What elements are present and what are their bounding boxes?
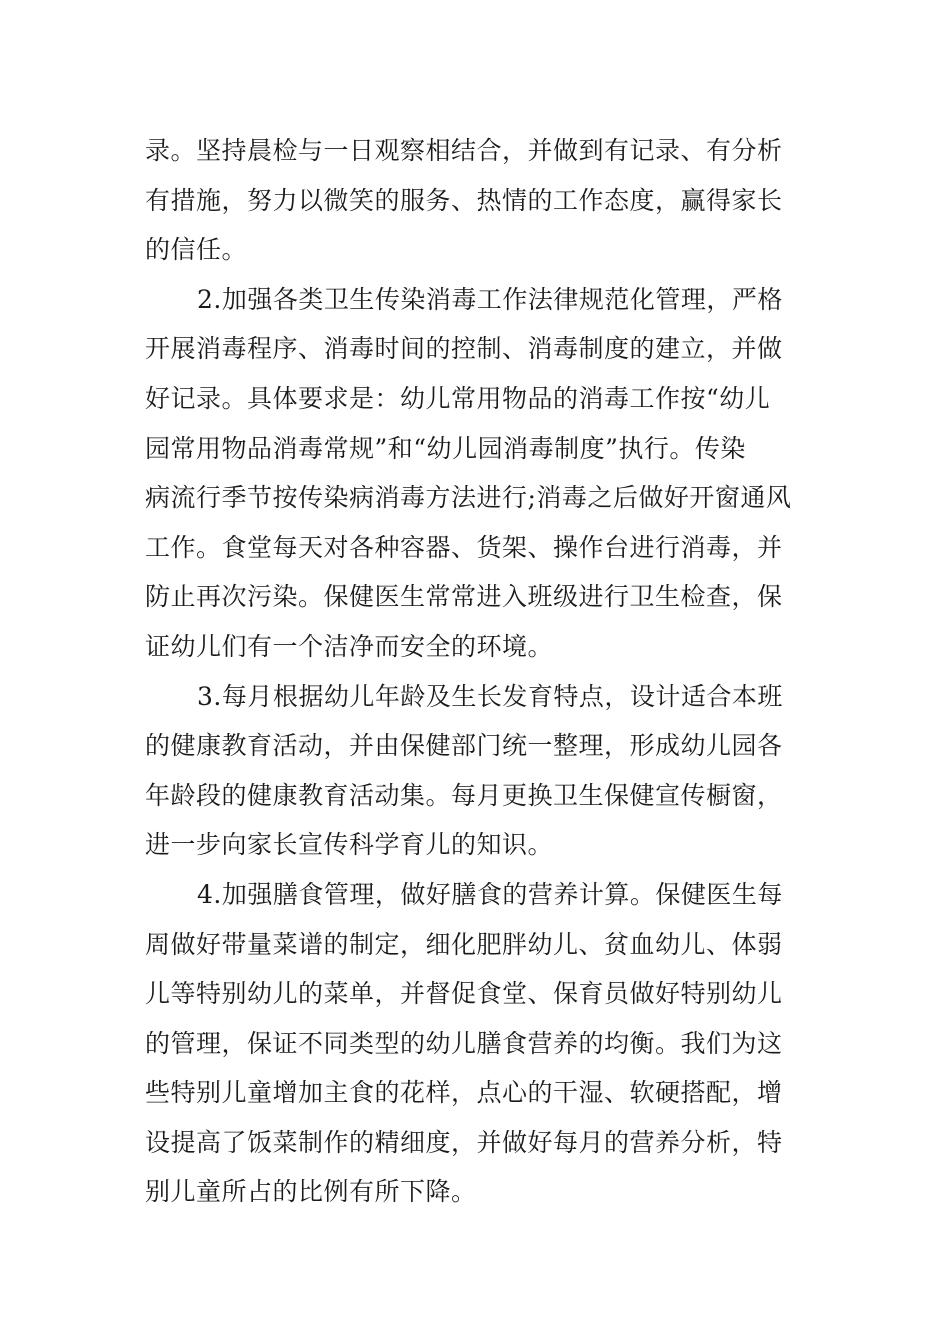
document-body — [145, 126, 810, 1217]
paragraph-item-4 — [145, 870, 810, 1217]
text-line: 证幼儿们有一个洁净而安全的环境。 — [145, 631, 554, 661]
text-line: 病流行季节按传染病消毒方法进行;消毒之后做好开窗通风 — [145, 483, 792, 513]
paragraph-item-3 — [145, 672, 810, 870]
text-line: 的信任。 — [145, 235, 248, 265]
text-line: 设提高了饭菜制作的精细度，并做好每月的营养分析，特 — [145, 1127, 783, 1157]
text-line: 周做好带量菜谱的制定，细化肥胖幼儿、贫血幼儿、体弱 — [145, 929, 783, 959]
text-line: 开展消毒程序、消毒时间的控制、消毒制度的建立，并做 — [145, 334, 783, 364]
text-line: 别儿童所占的比例有所下降。 — [145, 1177, 477, 1207]
text-line: 录。坚持晨检与一日观察相结合，并做到有记录、有分析 — [145, 136, 783, 165]
text-line: 工作。食堂每天对各种容器、货架、操作台进行消毒，并 — [145, 532, 783, 562]
text-line: 些特别儿童增加主食的花样，点心的干湿、软硬搭配，增 — [145, 1078, 783, 1108]
text-line: 3.每月根据幼儿年龄及生长发育特点，设计适合本班 — [197, 681, 783, 711]
text-line: 防止再次污染。保健医生常常进入班级进行卫生检查，保 — [145, 582, 783, 612]
paragraph-item-2 — [145, 275, 810, 672]
text-line: 好记录。具体要求是：幼儿常用物品的消毒工作按“幼儿 — [145, 383, 771, 413]
paragraph-continuation — [145, 126, 810, 275]
text-line: 的管理，保证不同类型的幼儿膳食营养的均衡。我们为这 — [145, 1028, 783, 1058]
text-line: 4.加强膳食管理，做好膳食的营养计算。保健医生每 — [197, 879, 783, 909]
text-line: 有措施，努力以微笑的服务、热情的工作态度，赢得家长 — [145, 185, 783, 215]
text-line: 2.加强各类卫生传染消毒工作法律规范化管理，严格 — [197, 284, 783, 314]
text-line: 儿等特别幼儿的菜单，并督促食堂、保育员做好特别幼儿 — [145, 979, 783, 1009]
text-line: 园常用物品消毒常规”和“幼儿园消毒制度”执行。传染 — [145, 433, 746, 463]
text-line: 年龄段的健康教育活动集。每月更换卫生保健宣传橱窗， — [145, 780, 783, 810]
text-line: 进一步向家长宣传科学育儿的知识。 — [145, 830, 554, 860]
text-line: 的健康教育活动，并由保健部门统一整理，形成幼儿园各 — [145, 731, 783, 761]
